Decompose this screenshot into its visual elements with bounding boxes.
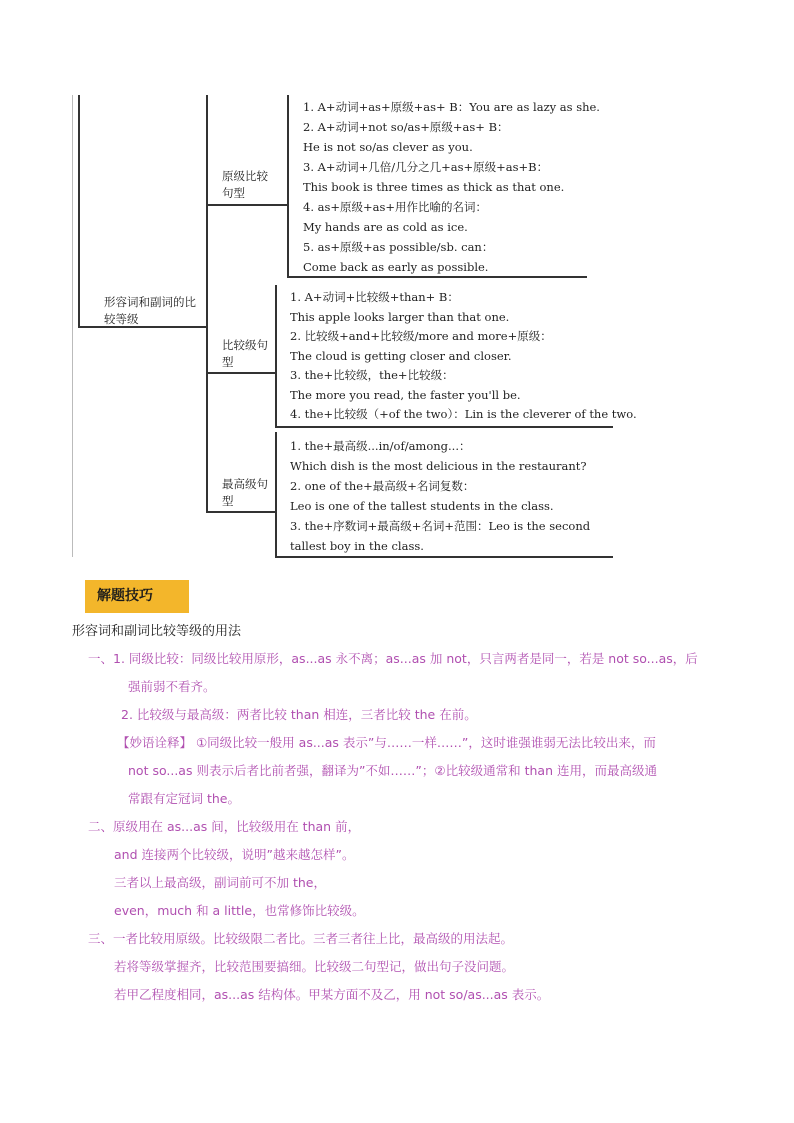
list-item: Leo is one of the tallest students in the class. (290, 499, 554, 513)
branch3-bracket (275, 432, 277, 557)
branch2-connector (206, 372, 276, 374)
tips-line-12: 若将等级掌握齐，比较范围要搞细。比较级二句型记，做出句子没问题。 (114, 959, 515, 974)
branch1-label: 原级比较句型 (222, 169, 268, 200)
list-item: My hands are as cold as ice. (303, 220, 468, 234)
branch2-bottom (275, 426, 613, 428)
list-item: This book is three times as thick as that one. (303, 180, 565, 194)
trunk-line (206, 95, 208, 512)
tips-line-11: 三、一者比较用原级。比较级限二者比。三者三者往上比，最高级的用法起。 (88, 931, 514, 946)
list-item: 2. one of the+最高级+名词复数： (290, 479, 475, 493)
list-item: 1. A+动词+as+原级+as+ B：You are as lazy as she. (303, 100, 600, 114)
tips-line-6: 常跟有定冠词 the。 (128, 791, 240, 806)
list-item: The more you read, the faster you'll be. (290, 387, 521, 402)
branch3-bottom (275, 556, 613, 558)
branch1-items (303, 97, 600, 277)
branch1-connector (206, 204, 288, 206)
tips-line-9: 三者以上最高级，副词前可不加 the， (114, 875, 326, 890)
tips-line-1: 一、1. 同级比较：同级比较用原形，as...as 永不离；as...as 加 not，只言两者是同一，若是 not so...as，后 (88, 651, 698, 666)
list-item: 1. A+动词+比较级+than+ B： (290, 290, 459, 304)
root-label: 形容词和副词的比较等级 (104, 295, 196, 326)
list-item: 4. the+比较级（+of the two）：Lin is the cleverer of the two. (290, 407, 637, 421)
branch2-bracket (275, 285, 277, 427)
list-item: 3. the+比较级，the+比较级： (290, 368, 454, 382)
left-edge-line (72, 95, 73, 557)
list-item: This apple looks larger than that one. (290, 309, 510, 324)
list-item: 2. 比较级+and+比较级/more and more+原级： (290, 329, 552, 343)
tips-line-4: 【妙语诠释】 ①同级比较一般用 as...as 表示”与……一样……”，这时谁强谁弱无法比较出来，而 (117, 735, 656, 750)
tips-line-7: 二、原级用在 as...as 间，比较级用在 than 前， (88, 819, 361, 834)
list-item: tallest boy in the class. (290, 539, 424, 553)
list-item: He is not so/as clever as you. (303, 140, 473, 154)
tips-line-10: even，much 和 a little，也常修饰比较级。 (114, 903, 365, 918)
branch3-label: 最高级句型 (222, 477, 268, 508)
branch3-items (290, 436, 590, 556)
root-bracket-line (78, 95, 80, 327)
branch2-items (290, 288, 637, 425)
branch3-connector (206, 511, 276, 513)
tips-line-5: not so...as 则表示后者比前者强，翻译为”不如……”；②比较级通常和 than 连用，而最高级通 (128, 763, 657, 778)
tips-subtitle: 形容词和副词比较等级的用法 (72, 624, 242, 639)
tips-line-8: and 连接两个比较级，说明”越来越怎样”。 (114, 847, 355, 862)
list-item: 1. the+最高级...in/of/among...： (290, 439, 471, 453)
branch1-bracket (287, 95, 289, 277)
list-item: Which dish is the most delicious in the restaurant? (290, 459, 587, 473)
list-item: 3. A+动词+几倍/几分之几+as+原级+as+B： (303, 160, 549, 174)
list-item: Come back as early as possible. (303, 260, 489, 274)
tips-line-2: 强前弱不看齐。 (128, 679, 216, 694)
branch2-label: 比较级句型 (222, 338, 268, 369)
tips-badge: 解题技巧 (85, 580, 189, 613)
list-item: 2. A+动词+not so/as+原级+as+ B： (303, 120, 509, 134)
list-item: 4. as+原级+as+用作比喻的名词： (303, 200, 488, 214)
tips-line-3: 2. 比较级与最高级：两者比较 than 相连，三者比较 the 在前。 (121, 707, 477, 722)
tips-line-13: 若甲乙程度相同，as...as 结构体。甲某方面不及乙，用 not so/as...as 表示。 (114, 987, 550, 1002)
list-item: The cloud is getting closer and closer. (290, 348, 512, 363)
list-item: 3. the+序数词+最高级+名词+范围：Leo is the second (290, 519, 591, 533)
list-item: 5. as+原级+as possible/sb. can： (303, 240, 494, 254)
